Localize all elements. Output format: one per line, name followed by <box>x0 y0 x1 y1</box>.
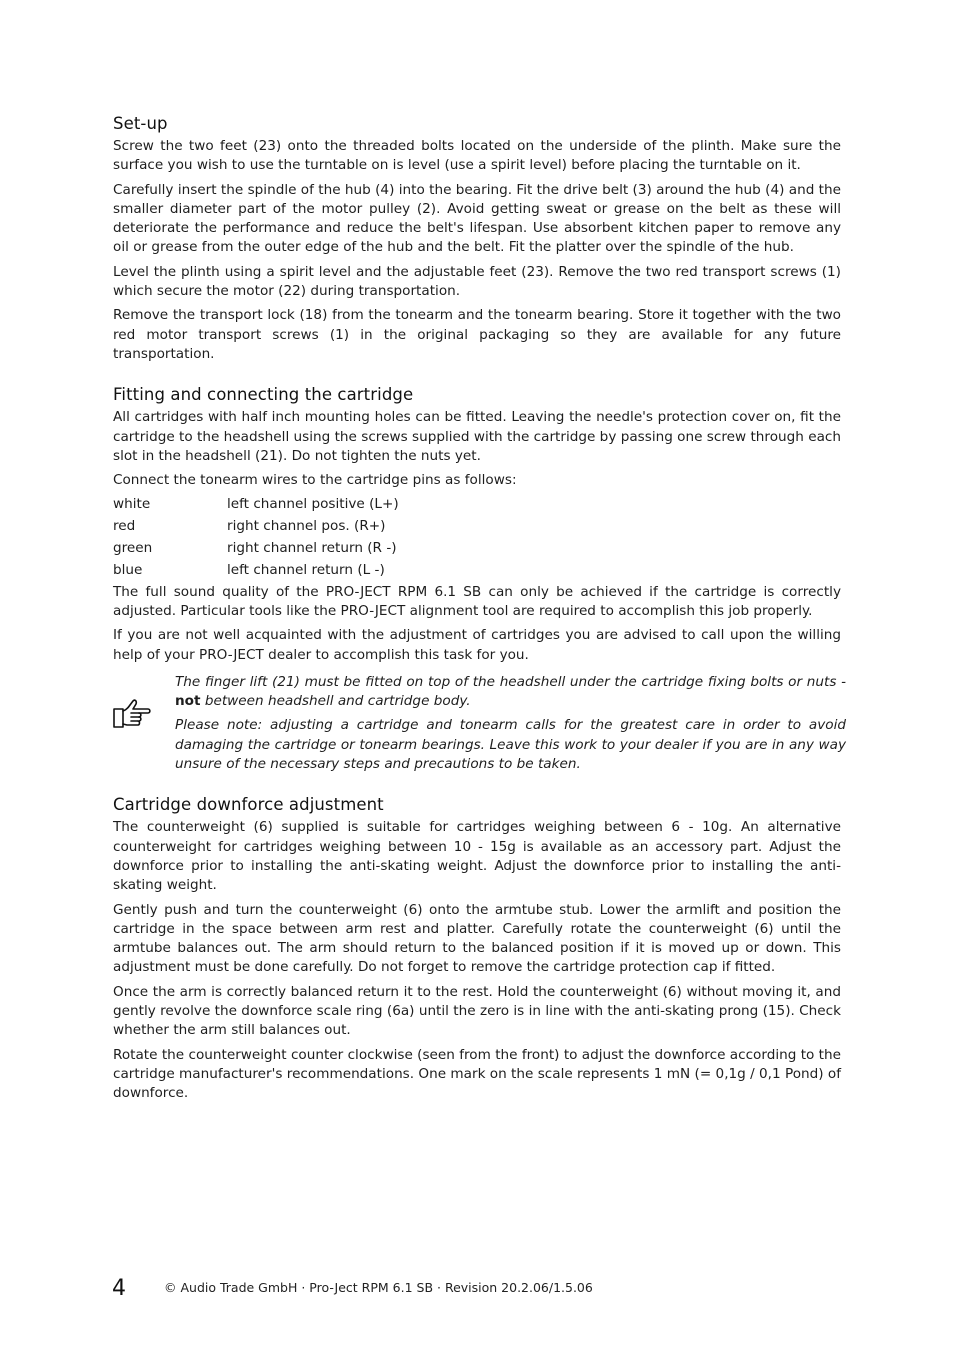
cartridge-paragraph-2: Connect the tonearm wires to the cartridge pins as follows: <box>113 472 517 489</box>
note-finger-lift: The finger lift (21) must be fitted on top of the headshell under the cartridge fixing bolts or nuts - not between headshell and cartridge body. <box>175 673 846 710</box>
cartridge-paragraph-1: All cartridges with half inch mounting holes can be fitted. Leaving the needle's protection cover on, fit the cartridge to the headshell using the screws supplied with the cartridge by passing one screw through each slot in the headshell (21). Do not tighten the nuts yet. <box>113 409 841 464</box>
footer-copyright: © Audio Trade GmbH · Pro-Ject RPM 6.1 SB · Revision 20.2.06/1.5.06 <box>164 1280 593 1295</box>
downforce-heading: Cartridge downforce adjustment <box>113 795 384 815</box>
wire-color: blue <box>113 561 143 578</box>
wire-row-blue <box>113 561 841 580</box>
setup-paragraph-2: Carefully insert the spindle of the hub (4) into the bearing. Fit the drive belt (3) around the hub (4) and the smaller diameter part of the motor pulley (2). Avoid getting sweat or grease on the belt as these will deteriorate the performance and reduce the belt's lifespan. Use absorbent kitchen paper to remove any oil or grease from the outer edge of the hub and the belt. Fit the platter over the spindle of the hub. <box>113 181 841 256</box>
wire-desc: right channel pos. (R+) <box>227 518 386 535</box>
downforce-paragraph-1: The counterweight (6) supplied is suitable for cartridges weighing between 6 - 10g. An alternative counterweight for cartridges weighing between 10 - 15g is available as an accessory part. Adjust the downforce prior to installing the anti-skating weight. Adjust the downforce prior to installing the anti-skating weight. <box>113 819 841 894</box>
wire-row-white <box>113 495 841 514</box>
wire-desc: left channel return (L -) <box>227 561 385 578</box>
downforce-paragraph-4: Rotate the counterweight counter clockwise (seen from the front) to adjust the downforce according to the cartridge manufacturer's recommendations. One mark on the scale represents 1 mN (= 0,1g / 0,1 Pond) of downforce. <box>113 1046 841 1102</box>
cartridge-heading: Fitting and connecting the cartridge <box>113 385 414 405</box>
wire-color: green <box>113 540 153 557</box>
cartridge-paragraph-4: If you are not well acquainted with the adjustment of cartridges you are advised to call upon the willing help of your PRO-JECT dealer to accomplish this task for you. <box>113 627 841 663</box>
setup-paragraph-1: Screw the two feet (23) onto the threaded bolts located on the underside of the plinth. Make sure the surface you wish to use the turntable on is level (use a spirit level) before placing the turntable on it. <box>113 138 841 174</box>
setup-paragraph-4: Remove the transport lock (18) from the tonearm and the tonearm bearing. Store it together with the two red motor transport screws (1) in the original packaging so they are available for any future transportation. <box>113 307 841 362</box>
downforce-paragraph-2: Gently push and turn the counterweight (6) onto the armtube stub. Lower the armlift and position the cartridge in the space between arm rest and platter. Carefully rotate the counterweight (6) until the armtube balances out. The arm should return to the balanced position if it is moved up or down. This adjustment must be done carefully. Do not forget to remove the cartridge protection cap if fitted. <box>113 901 841 976</box>
wire-desc: right channel return (R -) <box>227 540 397 557</box>
wire-row-green <box>113 539 841 558</box>
page-content <box>113 114 846 1108</box>
setup-heading: Set-up <box>113 114 168 133</box>
note-please-note: Please note: adjusting a cartridge and tonearm calls for the greatest care in order to avoid damaging the cartridge or tonearm bearings. Leave this work to your dealer if you are in any way unsure of the necessary steps and precautions to be taken. <box>175 717 846 773</box>
wire-desc: left channel positive (L+) <box>227 496 399 513</box>
pointing-hand-icon <box>111 699 151 729</box>
page-number: 4 <box>112 1276 126 1301</box>
note-block <box>175 673 846 774</box>
wire-color: white <box>113 496 151 513</box>
cartridge-paragraph-3: The full sound quality of the PRO-JECT RPM 6.1 SB can only be achieved if the cartridge is correctly adjusted. Particular tools like the PRO-JECT alignment tool are required to accomplish this job properly. <box>113 583 841 619</box>
setup-paragraph-3: Level the plinth using a spirit level and the adjustable feet (23). Remove the two red transport screws (1) which secure the motor (22) during transportation. <box>113 263 841 300</box>
wire-row-red <box>113 517 841 536</box>
wire-color: red <box>113 518 136 535</box>
downforce-paragraph-3: Once the arm is correctly balanced return it to the rest. Hold the counterweight (6) without moving it, and gently revolve the downforce scale ring (6a) until the zero is in line with the anti-skating prong (15). Check whether the arm still balances out. <box>113 983 841 1039</box>
